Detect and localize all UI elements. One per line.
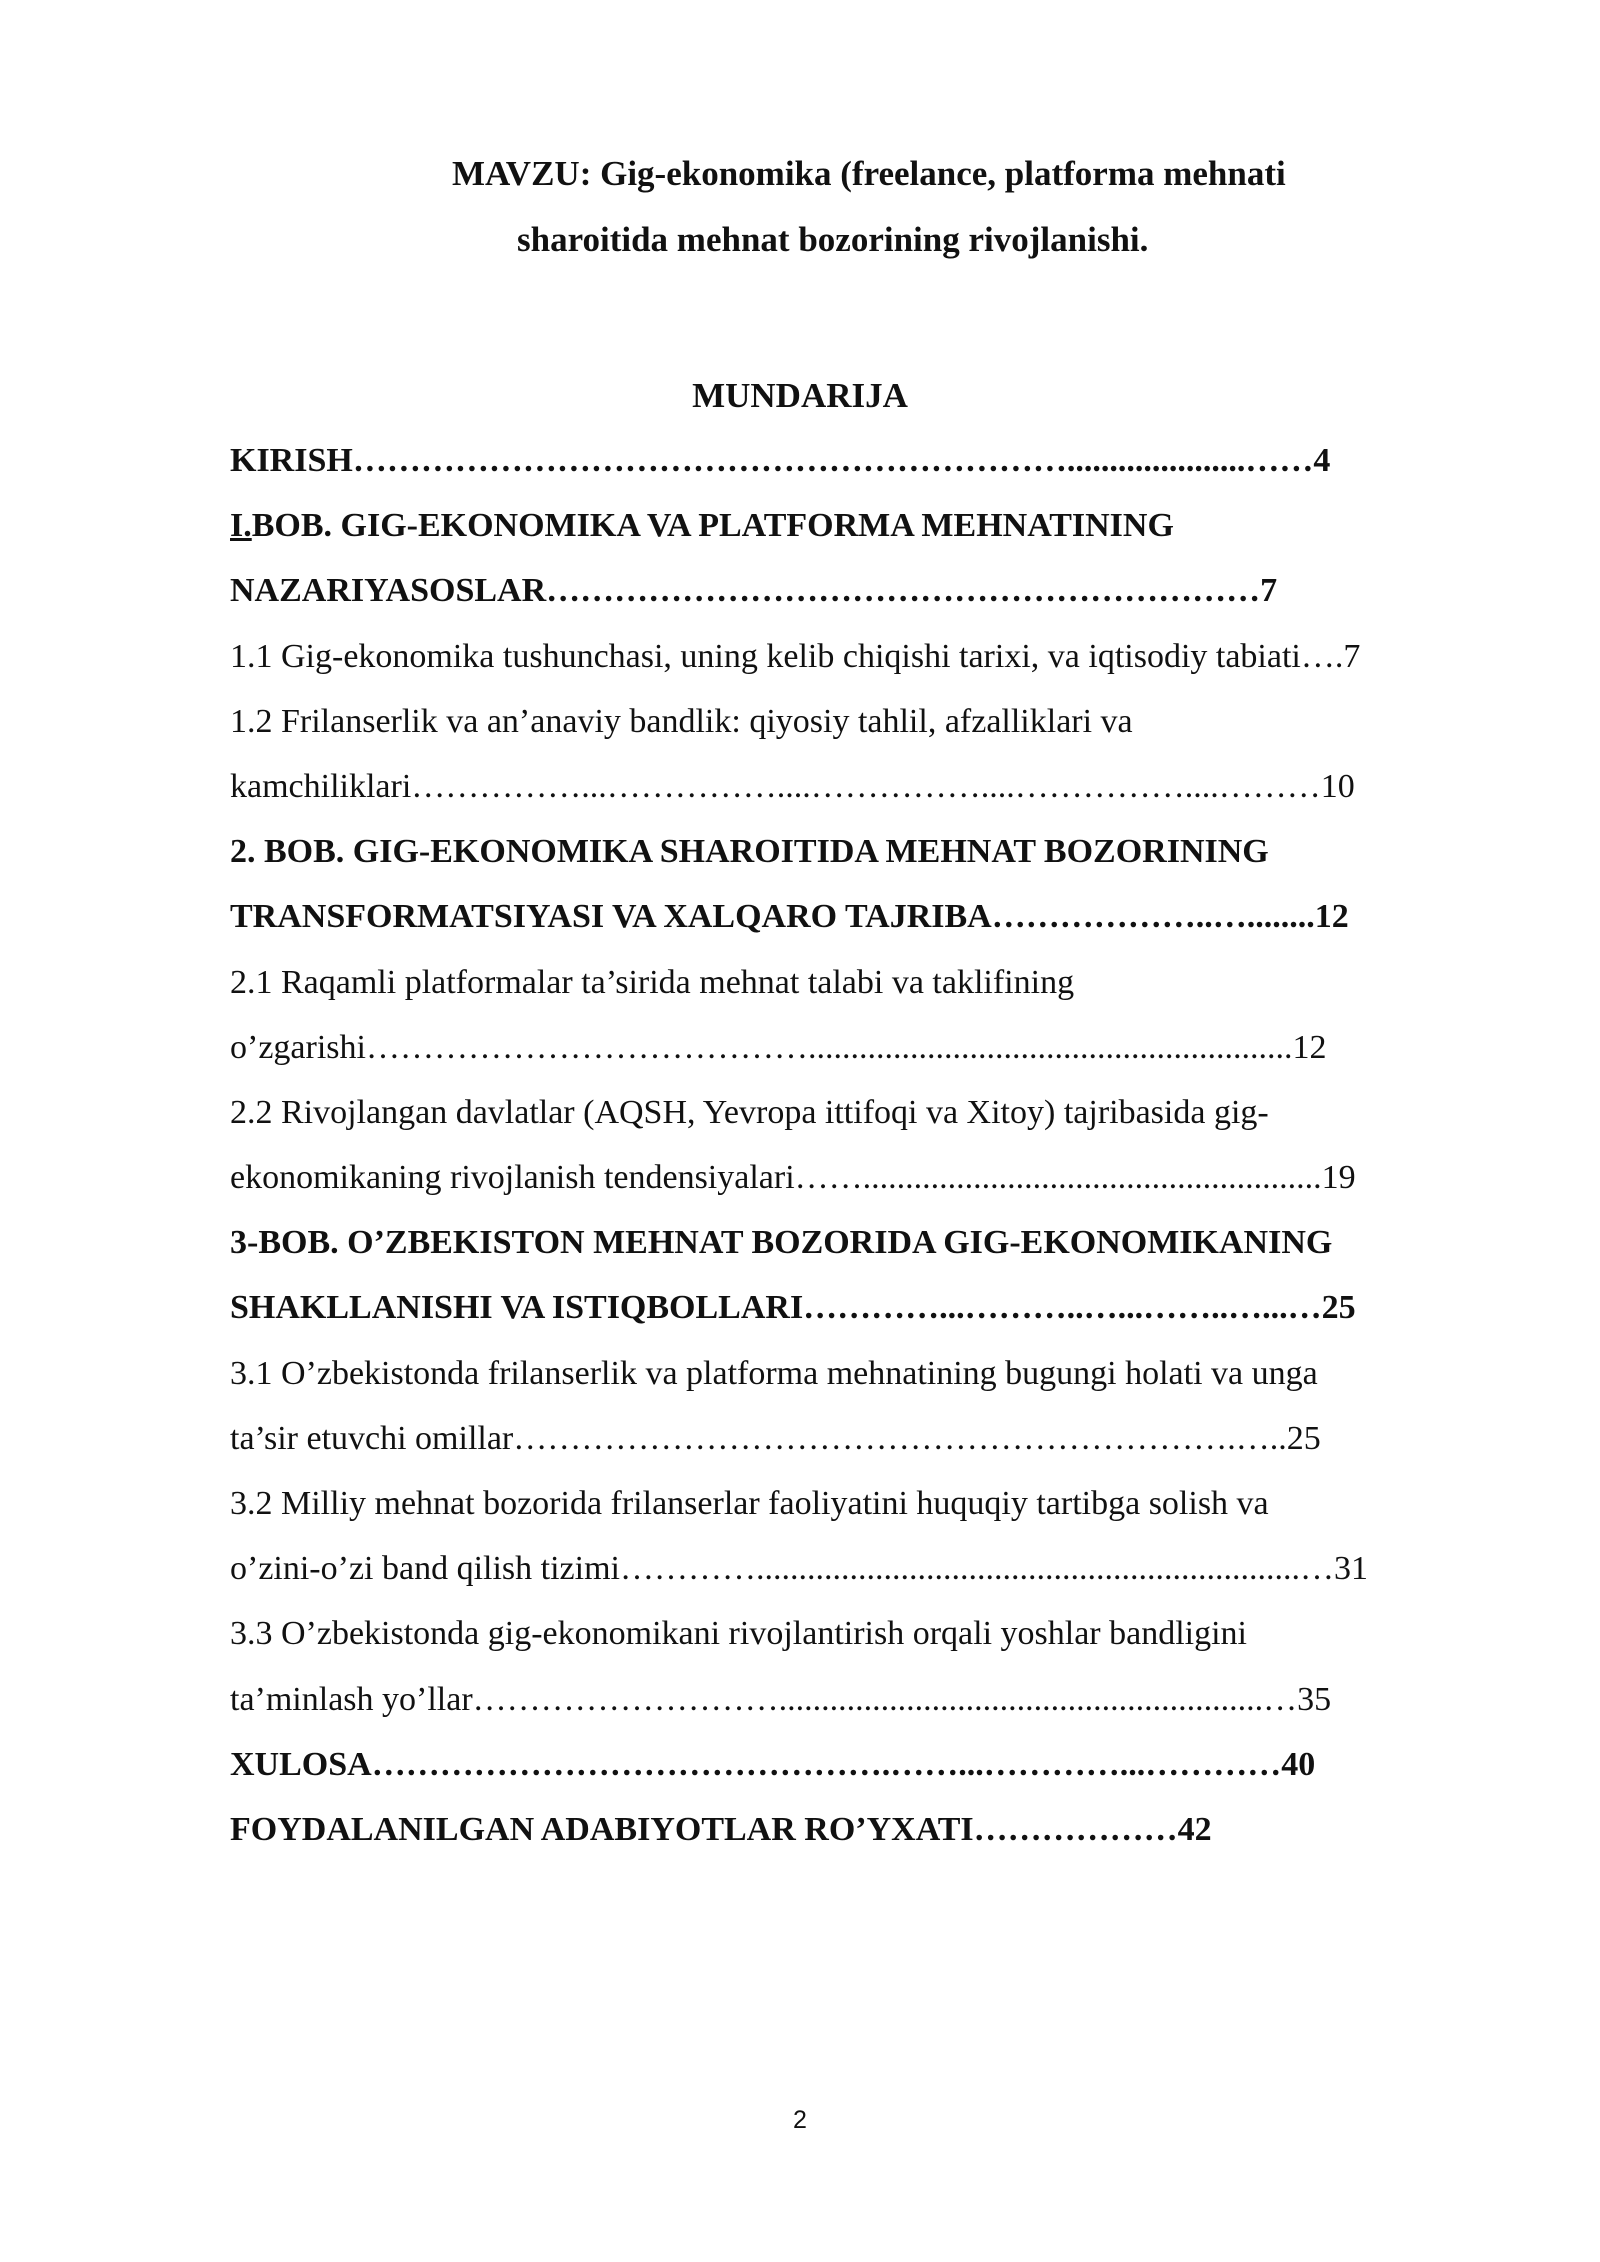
- toc-entry-3-2-cont: o’zini-o’zi band qilish tizimi…………................................................................…31: [230, 1550, 1368, 1588]
- chapter-1-title: BOB. GIG-EKONOMIKA VA PLATFORMA MEHNATINING: [251, 507, 1174, 545]
- toc-entry-chapter-2: 2. BOB. GIG-EKONOMIKA SHAROITIDA MEHNAT BOZORINING: [230, 833, 1269, 871]
- toc-entry-chapter-2-cont: TRANSFORMATSIYASI VA XALQARO TAJRIBA………………..…........12: [230, 898, 1349, 936]
- toc-entry-1-2-cont: kamchiliklari……………...……………....……………....……………....………10: [230, 767, 1355, 805]
- toc-entry-2-1: 2.1 Raqamli platformalar ta’sirida mehnat talabi va taklifining: [230, 963, 1075, 1001]
- toc-entry-chapter-3: 3-BOB. O’ZBEKISTON MEHNAT BOZORIDA GIG-EKONOMIKANING: [230, 1224, 1333, 1262]
- toc-entry-chapter-1: [230, 493, 1492, 558]
- toc-entry-1-1: 1.1 Gig-ekonomika tushunchasi, uning kelib chiqishi tarixi, va iqtisodiy tabiati….7: [230, 637, 1361, 675]
- topic-title-line-2: sharoitida mehnat bozorining rivojlanishi.: [517, 220, 1149, 259]
- toc-entry-2-1-cont: o’zgarishi………………………………….........................................................12: [230, 1028, 1327, 1066]
- toc-entry-chapter-1-cont: NAZARIYASOSLAR………………………………………………………7: [230, 572, 1278, 610]
- page-number: 2: [793, 2106, 807, 2134]
- toc-entry-chapter-3-cont: SHAKLLANISHI VA ISTIQBOLLARI…………...………..…...……..…...…25: [230, 1289, 1356, 1327]
- toc-entry-3-2: 3.2 Milliy mehnat bozorida frilanserlar faoliyatini huquqiy tartibga solish va: [230, 1485, 1269, 1522]
- toc-entry-bibliography: FOYDALANILGAN ADABIYOTLAR RO’YXATI………………42: [230, 1810, 1212, 1848]
- chapter-1-number: I.: [230, 507, 252, 545]
- toc-entry-2-2: 2.2 Rivojlangan davlatlar (AQSH, Yevropa ittifoqi va Xitoy) tajribasida gig-: [230, 1093, 1269, 1131]
- topic-title-line-1: MAVZU: Gig-ekonomika (freelance, platforma mehnati: [452, 154, 1286, 193]
- toc-entry-1-2: 1.2 Frilanserlik va an’anaviy bandlik: qiyosiy tahlil, afzalliklari va: [230, 702, 1133, 740]
- table-of-contents: [230, 428, 1492, 1862]
- toc-entry-xulosa: XULOSA……………………………………….……...…………...…………40: [230, 1745, 1316, 1783]
- toc-entry-kirish: KIRISH……………………………………………………….....................……4: [230, 442, 1331, 479]
- toc-entry-3-1: 3.1 O’zbekistonda frilanserlik va platforma mehnatining bugungi holati va unga: [230, 1354, 1318, 1392]
- contents-heading: MUNDARIJA: [692, 376, 908, 415]
- toc-entry-3-3-cont: ta’minlash yo’llar……………………….........................................................…35: [230, 1680, 1332, 1718]
- toc-entry-2-2-cont: ekonomikaning rivojlanish tendensiyalari……......................................................19: [230, 1159, 1356, 1197]
- toc-entry-3-3: 3.3 O’zbekistonda gig-ekonomikani rivojlantirish orqali yoshlar bandligini: [230, 1615, 1247, 1653]
- toc-entry-3-1-cont: ta’sir etuvchi omillar……………………………………………………….…..25: [230, 1419, 1321, 1457]
